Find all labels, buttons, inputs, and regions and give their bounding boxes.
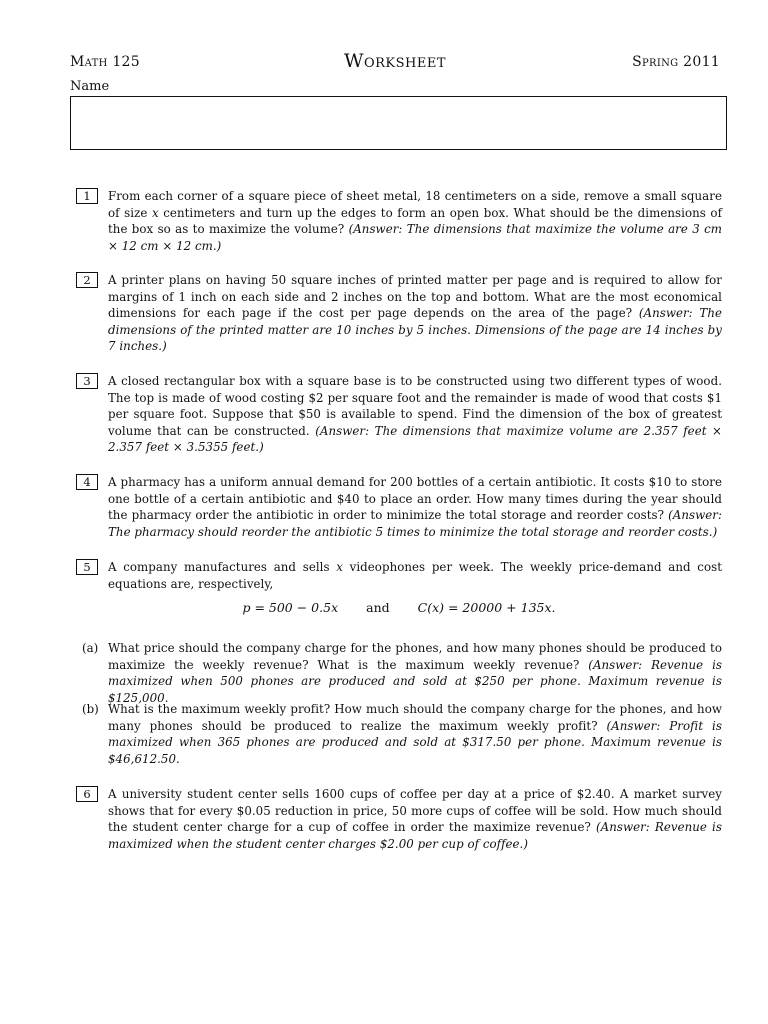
answer-text: (Answer: The pharmacy should reorder the antibiotic 5 times to minimize the total storage and reorder costs.) — [108, 508, 722, 539]
problem-6 — [76, 786, 722, 852]
problem-number: 6 — [76, 786, 98, 802]
problem-number: 5 — [76, 559, 98, 575]
part-text: What is the maximum weekly profit? How much should the company charge for the phones, and how many phones should be produced to realize the maximum weekly profit? (Answer: Profit is maximized when 365 phones are produced and sold at $317.50 per phone. Maximum revenue is $46,612.50. — [108, 702, 722, 766]
equation: p = 500 − 0.5x and C(x) = 20000 + 135x. — [242, 600, 556, 616]
name-field[interactable] — [70, 96, 727, 150]
problem-2 — [76, 272, 722, 355]
answer-text: (Answer: The dimensions that maximize the volume are 3 cm × 12 cm × 12 cm.) — [108, 222, 722, 253]
page-header — [70, 50, 720, 78]
problem-1 — [76, 188, 722, 254]
problem-text: A printer plans on having 50 square inches of printed matter per page and is required to allow for margins of 1 inch on each side and 2 inches on the top and bottom. What are the most economical dimensions for each page if the cost per page depends on the area of the page? (Answer: The dimensions of the printed matter are 10 inches by 5 inches. Dimensions of the page are 14 inches by 7 inches.) — [108, 273, 723, 354]
part-text: What price should the company charge for the phones, and how many phones should be produced to maximize the weekly revenue? What is the maximum weekly revenue? (Answer: Revenue is maximized when 500 phones are produced and sold at $250 per phone. Maximum revenue is $125,000. — [108, 641, 722, 705]
problem-text: A closed rectangular box with a square base is to be constructed using two different types of wood. The top is made of wood costing $2 per square foot and the remainder is made of wood that costs $1 per square foot. Suppose that $50 is available to spend. Find the dimension of the box of greatest volume that can be constructed. (Answer: The dimensions that maximize volume are 2.357 feet × 2.357 feet × 3.5355 feet.) — [108, 374, 722, 455]
problem-text: From each corner of a square piece of sheet metal, 18 centimeters on a side, remove a small square of size x centimeters and turn up the edges to form an open box. What should be the dimensions of the box so as to maximize the volume? (Answer: The dimensions that maximize the volume are 3 cm × 12 cm × 12 cm.) — [108, 189, 722, 253]
problem-text: A pharmacy has a uniform annual demand for 200 bottles of a certain antibiotic. It costs $10 to store one bottle of a certain antibiotic and $40 to place an order. How many times during the year should the pharmacy order the antibiotic in order to minimize the total storage and reorder costs? (Answer: The pharmacy should reorder the antibiotic 5 times to minimize the total storage and reorder costs.) — [108, 475, 722, 539]
problem-number: 4 — [76, 474, 98, 490]
problem-5 — [76, 559, 722, 621]
part-label: (a) — [82, 641, 99, 655]
problem-4 — [76, 474, 722, 540]
problem-text: A company manufactures and sells x videophones per week. The weekly price-demand and cost equations are, respectively, — [108, 560, 722, 591]
answer-text: (Answer: Revenue is maximized when the student center charges $2.00 per cup of coffee.) — [108, 820, 722, 851]
problem-number: 2 — [76, 272, 98, 288]
answer-text: (Answer: Profit is maximized when 365 phones are produced and sold at $317.50 per phone. Maximum revenue is $46,612.50. — [108, 718, 722, 766]
part-label: (b) — [82, 702, 99, 716]
problem-3 — [76, 373, 722, 456]
problem-number: 1 — [76, 188, 98, 204]
problem-5b — [82, 701, 722, 767]
course-label: Math 125 — [70, 54, 140, 70]
problem-5a — [82, 640, 722, 706]
problem-text: A university student center sells 1600 cups of coffee per day at a price of $2.40. A market survey shows that for every $0.05 reduction in price, 50 more cups of coffee will be sold. How much should the student center charge for a cup of coffee in order the maximize revenue? (Answer: Revenue is maximized when the student center charges $2.00 per cup of coffee.) — [108, 787, 722, 851]
term-label: Spring 2011 — [632, 54, 720, 70]
answer-text: (Answer: The dimensions of the printed matter are 10 inches by 5 inches. Dimensions of the page are 14 inches by 7 inches.) — [108, 306, 723, 354]
name-label: Name — [70, 79, 110, 94]
page-title: Worksheet — [343, 50, 447, 72]
answer-text: (Answer: Revenue is maximized when 500 phones are produced and sold at $250 per phone. Maximum revenue is $125,000. — [108, 657, 722, 705]
answer-text: (Answer: The dimensions that maximize volume are 2.357 feet × 2.357 feet × 3.5355 feet.) — [108, 423, 722, 455]
problem-number: 3 — [76, 373, 98, 389]
